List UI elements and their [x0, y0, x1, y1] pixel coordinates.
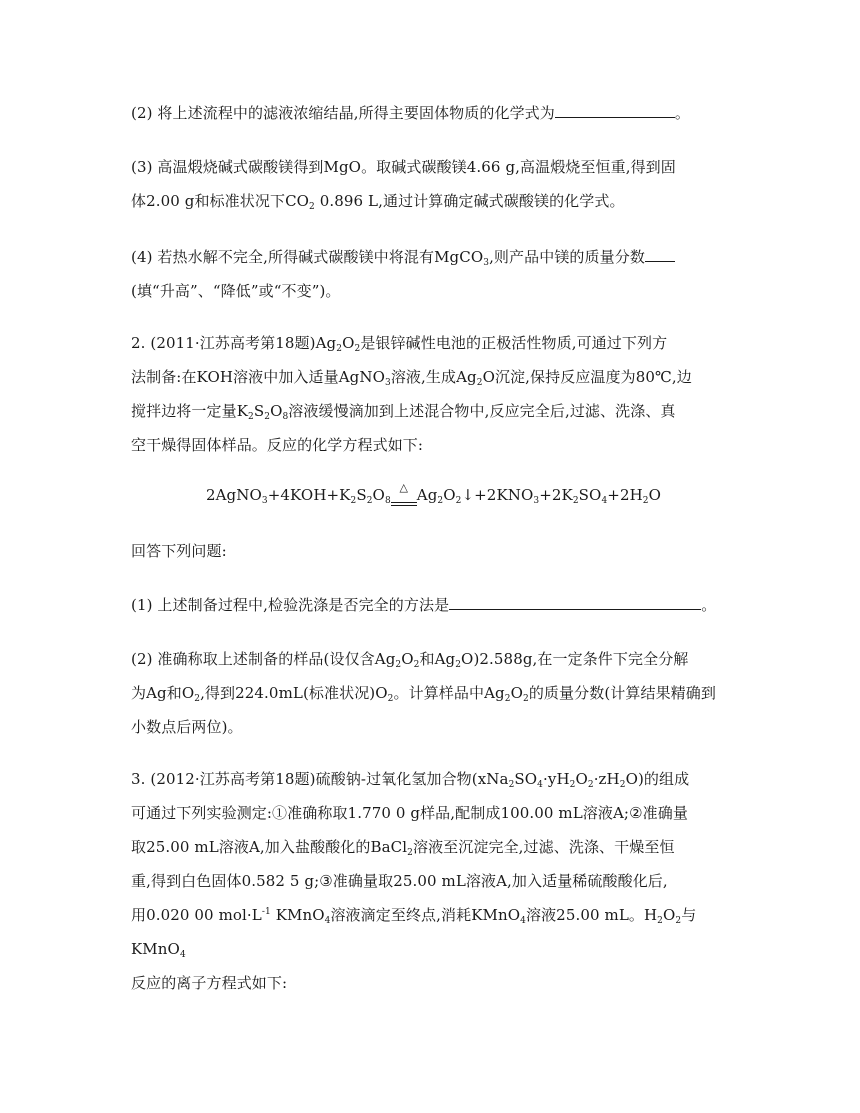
q2-line4: 空干燥得固体样品。反应的化学方程式如下:	[131, 436, 424, 454]
q1-part2-end: 。	[674, 104, 690, 122]
q1-part3	[131, 150, 736, 218]
q3-line2: 可通过下列实验测定:①准确称取1.770 0 g样品,配制成100.00 mL溶液A;②准确量	[131, 804, 688, 822]
answer-blank	[645, 244, 675, 262]
q3-line1: 3. (2012·江苏高考第18题)硫酸钠-过氧化氢加合物$(xNa_2SO_4\cdot yH_2O_2\cdot zH_2O)$的组成	[131, 770, 690, 790]
q1-part4-line1: (4) 若热水解不完全,所得碱式碳酸镁中将混有MgCO$_3$,则产品中镁的质量分数	[131, 240, 736, 274]
q2-sub1: (1) 上述制备过程中,检验洗涤是否完全的方法是 。	[131, 588, 736, 622]
chemical-equation: $2AgNO_3+4KOH+K_2S_2O_8$ △ $Ag_2O_2↓+2KNO_3+2K_2SO_4+2H_2O$	[205, 481, 662, 506]
q1-part4-line2: (填“升高”、“降低”或“不变”)。	[131, 282, 341, 300]
q2-line1: 2. (2011·江苏高考第18题)$Ag_2O_2$是银锌碱性电池的正极活性物质,可通过下列方	[131, 334, 668, 354]
q3-line5: 用0.020 00 $mol\cdot L^{-1}$ KMnO$_4$溶液滴定至终点,消耗KMnO$_4$溶液25.00 mL。$H_2O_2$与KMnO$_4$	[131, 906, 697, 960]
q1-part4	[131, 240, 736, 308]
q3-line4: 重,得到白色固体0.582 5 g;③准确量取25.00 mL溶液A,加入适量稀硫酸酸化后,	[131, 872, 668, 890]
answer-blank	[449, 592, 701, 610]
q3-line6: 反应的离子方程式如下:	[131, 974, 288, 992]
q2-sub2-line2: 为Ag和$O_2$,得到224.0mL(标准状况)$O_2$。计算样品中$Ag_2O_2$的质量分数(计算结果精确到	[131, 684, 716, 704]
q1-part2-text: (2) 将上述流程中的滤液浓缩结晶,所得主要固体物质的化学式为	[131, 104, 555, 122]
q2-intro	[131, 326, 736, 462]
q3	[131, 762, 736, 1000]
q3-line3: 取25.00 mL溶液A,加入盐酸酸化的BaCl$_2$溶液至沉淀完全,过滤、洗涤、干燥至恒	[131, 838, 675, 858]
q1-part3-line2: 体2.00 g和标准状况下$CO_2$ 0.896 L,通过计算确定碱式碳酸镁的化学式。	[131, 192, 625, 212]
answer-prompt: 回答下列问题:	[131, 542, 227, 560]
q1-part2-line	[131, 96, 736, 130]
heat-triangle-icon: △	[399, 481, 409, 494]
heat-equals-sign	[391, 481, 417, 500]
q2-line3: 搅拌边将一定量$K_2S_2O_8$溶液缓慢滴加到上述混合物中,反应完全后,过滤、洗涤、真	[131, 402, 676, 422]
q2-sub2	[131, 642, 736, 744]
q2-line2: 法制备:在KOH溶液中加入适量AgNO$_3$溶液,生成$Ag_2O$沉淀,保持反应温度为80℃,边	[131, 368, 692, 388]
q2-sub2-line3: 小数点后两位)。	[131, 718, 243, 736]
q2-sub2-line1: (2) 准确称取上述制备的样品(设仅含$Ag_2O_2$和$Ag_2O)2.588g$,在一定条件下完全分解	[131, 650, 689, 670]
answer-blank	[555, 100, 675, 118]
q1-part3-line1: (3) 高温煅烧碱式碳酸镁得到MgO。取碱式碳酸镁4.66 g,高温煅烧至恒重,得到固	[131, 158, 676, 176]
